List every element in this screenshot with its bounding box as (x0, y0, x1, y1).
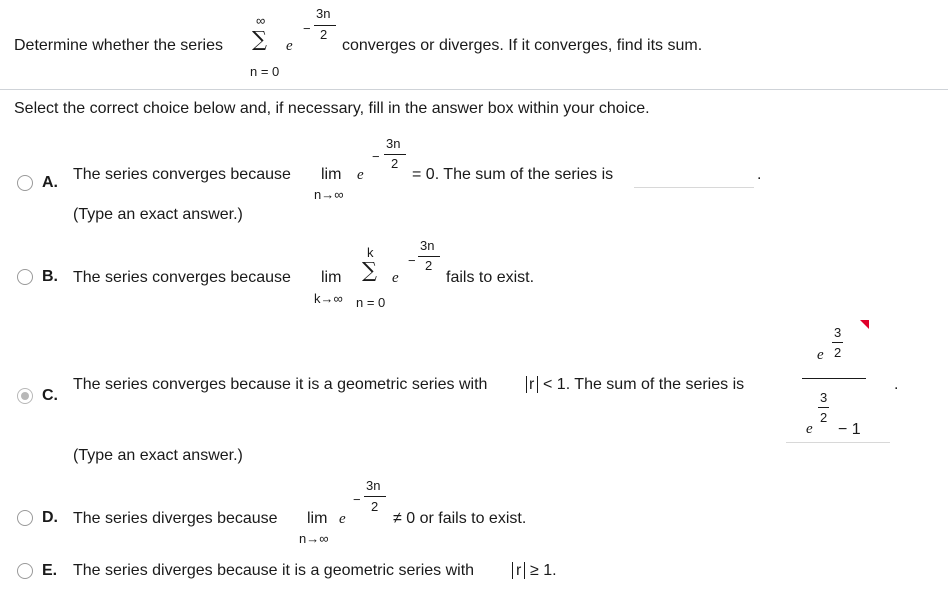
choice-e-letter: E. (42, 562, 58, 579)
question-suffix: converges or diverges. If it converges, find its sum. (342, 37, 703, 54)
question-prefix: Determine whether the series (14, 37, 223, 54)
answer-fraction-bar (802, 378, 866, 379)
choice-a-period: . (757, 166, 762, 183)
exp-denominator: 2 (371, 499, 379, 514)
sigma-symbol: ∑ (362, 258, 377, 282)
choice-d-radio[interactable] (17, 510, 33, 526)
sigma-symbol: ∑ (252, 27, 267, 51)
choice-e-radio[interactable] (17, 563, 33, 579)
exp-minus: − (353, 492, 361, 507)
choice-d-text-end: ≠ 0 or fails to exist. (393, 510, 527, 527)
choice-c-text-end: < 1. The sum of the series is (543, 376, 745, 393)
abs-bar-left (512, 562, 513, 579)
exp-numerator: 3n (366, 478, 381, 493)
ratio-r: r (529, 376, 535, 393)
exp-denominator: 2 (425, 258, 433, 273)
numerator-exp-num: 3 (834, 325, 842, 340)
denominator-exp-bar (818, 407, 829, 408)
header-divider (0, 89, 948, 90)
choice-c-hint: (Type an exact answer.) (73, 447, 243, 464)
choice-a-letter: A. (42, 174, 58, 191)
exp-denominator: 2 (320, 27, 328, 42)
exp-numerator: 3n (420, 238, 435, 253)
choice-b-letter: B. (42, 268, 58, 285)
lim-label: lim (307, 510, 328, 527)
exp-minus: − (303, 21, 311, 36)
denominator-e: e (806, 421, 813, 437)
choice-d-text: The series diverges because (73, 510, 278, 527)
base-e: e (392, 270, 399, 286)
choice-a-text: The series converges because (73, 166, 291, 183)
choice-c-radio[interactable] (17, 388, 33, 404)
exp-fraction-bar (384, 154, 406, 155)
ratio-r: r (516, 562, 522, 579)
choice-b-text-end: fails to exist. (446, 269, 535, 286)
exp-numerator: 3n (316, 6, 331, 21)
lim-label: lim (321, 166, 342, 183)
exp-fraction-bar (364, 496, 386, 497)
choice-e-text-end: ≥ 1. (530, 562, 557, 579)
exp-minus: − (372, 149, 380, 164)
lim-subscript: n→∞ (299, 531, 329, 546)
base-e: e (357, 167, 364, 183)
base-e: e (286, 38, 293, 54)
lim-subscript: k→∞ (314, 291, 343, 306)
lim-subscript: n→∞ (314, 187, 344, 202)
choice-e-text: The series diverges because it is a geometric series with (73, 562, 475, 579)
choice-a-hint: (Type an exact answer.) (73, 206, 243, 223)
numerator-exp-bar (832, 342, 843, 343)
choice-c-letter: C. (42, 387, 58, 404)
denominator-minus-one: − 1 (838, 421, 861, 438)
numerator-exp-den: 2 (834, 345, 842, 360)
exp-numerator: 3n (386, 136, 401, 151)
choice-a-answer-box[interactable] (634, 187, 754, 188)
sum-lower-limit: n = 0 (356, 295, 386, 310)
exp-minus: − (408, 253, 416, 268)
abs-bar-right (537, 376, 538, 393)
choice-b-text: The series converges because (73, 269, 291, 286)
exp-fraction-bar (418, 256, 440, 257)
feedback-flag-icon (860, 320, 869, 329)
denominator-exp-den: 2 (820, 410, 828, 425)
sum-upper-limit: k (367, 245, 374, 260)
choice-c-period: . (894, 376, 899, 393)
choice-c-text: The series converges because it is a geometric series with (73, 376, 488, 393)
choice-a-text-end: = 0. The sum of the series is (412, 166, 614, 183)
lim-label: lim (321, 269, 342, 286)
exp-denominator: 2 (391, 156, 399, 171)
abs-bar-right (524, 562, 525, 579)
sum-upper-limit: ∞ (256, 13, 266, 28)
abs-bar-left (526, 376, 527, 393)
sum-lower-limit: n = 0 (250, 64, 280, 79)
base-e: e (339, 511, 346, 527)
answer-underline (786, 442, 890, 443)
choice-d-letter: D. (42, 509, 58, 526)
exp-fraction-bar (314, 25, 336, 26)
denominator-exp-num: 3 (820, 390, 828, 405)
numerator-e: e (817, 347, 824, 363)
instruction-text: Select the correct choice below and, if necessary, fill in the answer box within your choice. (14, 100, 650, 117)
choice-a-radio[interactable] (17, 175, 33, 191)
choice-b-radio[interactable] (17, 269, 33, 285)
